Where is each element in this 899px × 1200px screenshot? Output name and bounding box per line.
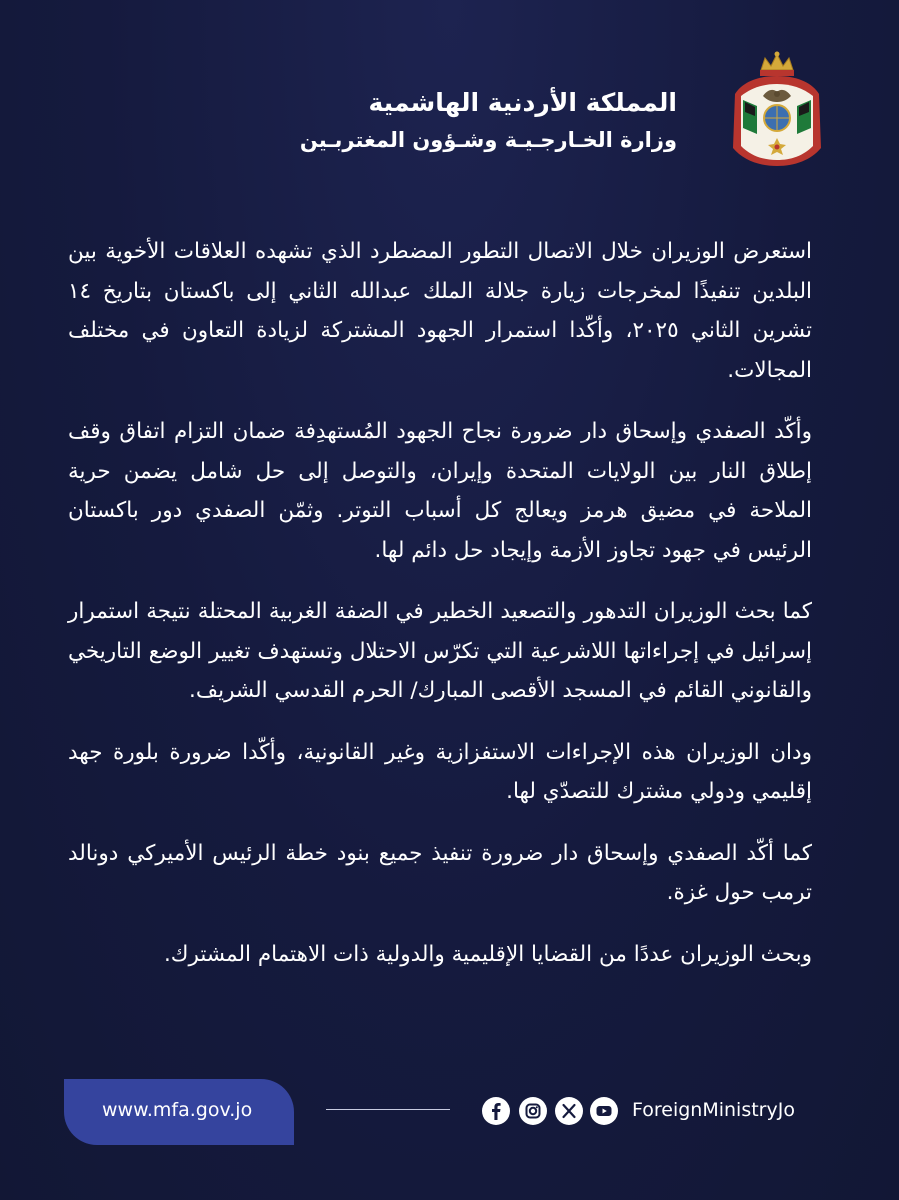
- page-title: المملكة الأردنية الهاشمية: [368, 88, 677, 117]
- instagram-icon[interactable]: [519, 1097, 547, 1125]
- x-icon[interactable]: [555, 1097, 583, 1125]
- footer-divider: [326, 1109, 450, 1110]
- paragraph-4: ودان الوزيران هذه الإجراءات الاستفزازية وغير القانونية، وأكّدا ضرورة بلورة جهد إقليمي ودولي مشترك للتصدّي لها.: [68, 739, 812, 804]
- youtube-icon[interactable]: [590, 1097, 618, 1125]
- jordan-coat-of-arms-logo: [727, 50, 827, 170]
- paragraph-5: كما أكّد الصفدي وإسحاق دار ضرورة تنفيذ جميع بنود خطة الرئيس الأميركي دونالد ترمب حول غزة.: [68, 840, 812, 905]
- social-handle[interactable]: ForeignMinistryJo: [632, 1099, 795, 1121]
- facebook-icon[interactable]: [482, 1097, 510, 1125]
- paragraph-6: وبحث الوزيران عددًا من القضايا الإقليمية والدولية ذات الاهتمام المشترك.: [163, 941, 812, 967]
- statement-body: [68, 232, 812, 996]
- website-link[interactable]: www.mfa.gov.jo: [102, 1099, 253, 1121]
- header: [77, 50, 677, 170]
- ministry-subtitle: وزارة الخـارجـيـة وشـؤون المغتربـين: [299, 128, 677, 152]
- paragraph-2: وأكّد الصفدي وإسحاق دار ضرورة نجاح الجهود المُستهدِفة ضمان التزام اتفاق وقف إطلاق النار بين الولايات المتحدة وإيران، والتوصل إلى حل شامل يضمن حرية الملاحة في مضيق هرمز ويعالج كل أسباب التوتر. وثمّن الصفدي دور باكستان الرئيس في جهود تجاوز الأزمة وإيجاد حل دائم لها.: [68, 419, 812, 563]
- paragraph-1: استعرض الوزيران خلال الاتصال التطور المضطرد الذي تشهده العلاقات الأخوية بين البلدين تنفيذًا لمخرجات زيارة جلالة الملك عبدالله الثاني إلى باكستان بتاريخ ١٤ تشرين الثاني ٢٠٢٥، وأكّدا استمرار الجهود المشتركة لزيادة التعاون في مختلف المجالات.: [68, 239, 812, 383]
- paragraph-3: كما بحث الوزيران التدهور والتصعيد الخطير في الضفة الغربية المحتلة نتيجة استمرار إسرائيل في إجراءاتها اللاشرعية التي تكرّس الاحتلال وتستهدف تغيير الوضع التاريخي والقانوني القائم في المسجد الأقصى المبارك/ الحرم القدسي الشريف.: [68, 599, 812, 703]
